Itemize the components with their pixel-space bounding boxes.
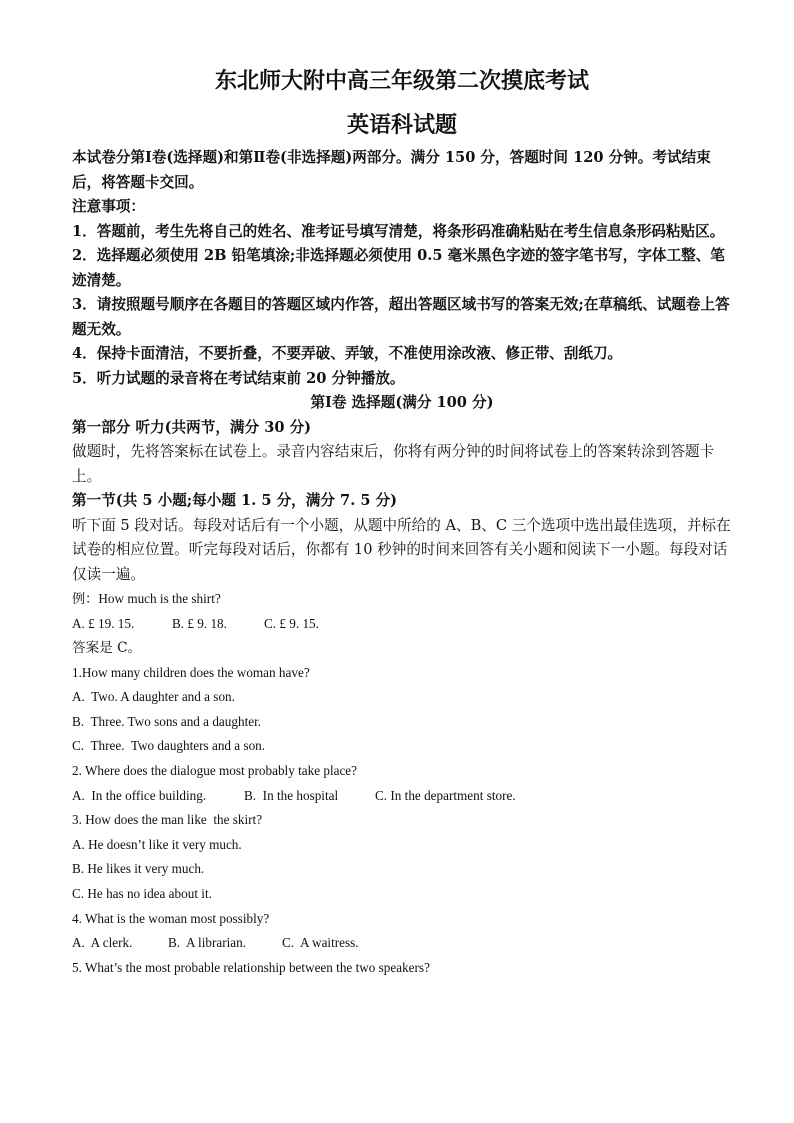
notice-item-3: 3．请按照题号顺序在各题目的答题区域内作答，超出答题区域书写的答案无效;在草稿纸、试题卷上答题无效。 — [72, 296, 730, 338]
volume-title: 第Ⅰ卷 选择题(满分 100 分) — [310, 394, 494, 411]
question-2-option-a: A. In the office building. — [72, 787, 207, 803]
part1-title: 第一部分 听力(共两节，满分 30 分) — [72, 418, 312, 436]
example-option-c: C. £ 9. 15. — [264, 615, 319, 631]
question-1-option-c: C. Three. Two daughters and a son. — [72, 738, 266, 754]
question-2-option-b: B. In the hospital — [244, 787, 339, 803]
notice-item-2: 2．选择题必须使用 2B 铅笔填涂;非选择题必须使用 0.5 毫米黑色字迹的签字笔书写，字体工整、笔迹清楚。 — [72, 247, 725, 289]
question-3-stem: 3. How does the man like the skirt? — [72, 812, 263, 828]
question-4-option-c: C. A waitress. — [282, 935, 359, 951]
example-answer: 答案是 C。 — [72, 640, 142, 657]
section1-description: 听下面 5 段对话。每段对话后有一个小题，从题中所给的 A、B、C 三个选项中选出最佳选项，并标在试卷的相应位置。听完每段对话后，你都有 10 秒钟的时间来回答有关小题和阅读下一小题。每段对话仅读一遍。 — [72, 516, 731, 583]
section1-title: 第一节(共 5 小题;每小题 1. 5 分，满分 7. 5 分) — [72, 492, 398, 509]
question-2-stem: 2. Where does the dialogue most probably take place? — [72, 763, 358, 779]
example-options — [72, 612, 732, 637]
notice-item-1: 1．答题前，考生先将自己的姓名、准考证号填写清楚，将条形码准确粘贴在考生信息条形码粘贴区。 — [72, 222, 725, 240]
intro-paragraph: 本试卷分第Ⅰ卷(选择题)和第Ⅱ卷(非选择题)两部分。满分 150 分，答题时间 120 分钟。考试结束后，将答题卡交回。 — [72, 149, 711, 191]
question-4-stem: 4. What is the woman most possibly? — [72, 910, 270, 926]
question-5-stem: 5. What’s the most probable relationship between the two speakers? — [72, 959, 430, 975]
question-2-options — [72, 784, 732, 809]
exam-page — [72, 66, 732, 980]
notice-title: 注意事项： — [72, 198, 145, 215]
question-3-option-c: C. He has no idea about it. — [72, 886, 212, 902]
notice-item-5: 5．听力试题的录音将在考试结束前 20 分钟播放。 — [72, 369, 405, 387]
question-3-option-b: B. He likes it very much. — [72, 861, 205, 877]
part1-description: 做题时，先将答案标在试卷上。录音内容结束后，你将有两分钟的时间将试卷上的答案转涂到答题卡上。 — [72, 443, 715, 485]
exam-title: 东北师大附中高三年级第二次摸底考试 — [214, 68, 589, 94]
question-3-option-a: A. He doesn’t like it very much. — [72, 836, 242, 852]
exam-subtitle: 英语科试题 — [346, 112, 457, 138]
question-4-options — [72, 931, 732, 956]
notice-item-4: 4．保持卡面清洁，不要折叠，不要弄破、弄皱，不准使用涂改液、修正带、刮纸刀。 — [72, 345, 623, 362]
question-4-option-b: B. A librarian. — [168, 935, 247, 951]
question-2-option-c: C. In the department store. — [375, 787, 516, 803]
example-option-b: B. £ 9. 18. — [172, 615, 227, 631]
question-1-option-b: B. Three. Two sons and a daughter. — [72, 713, 262, 729]
question-4-option-a: A. A clerk. — [72, 935, 133, 951]
question-1-stem: 1.How many children does the woman have? — [72, 664, 310, 680]
example-option-a: A. £ 19. 15. — [72, 615, 135, 631]
question-1-option-a: A. Two. A daughter and a son. — [72, 689, 235, 705]
example-question: 例：How much is the shirt? — [72, 591, 221, 606]
